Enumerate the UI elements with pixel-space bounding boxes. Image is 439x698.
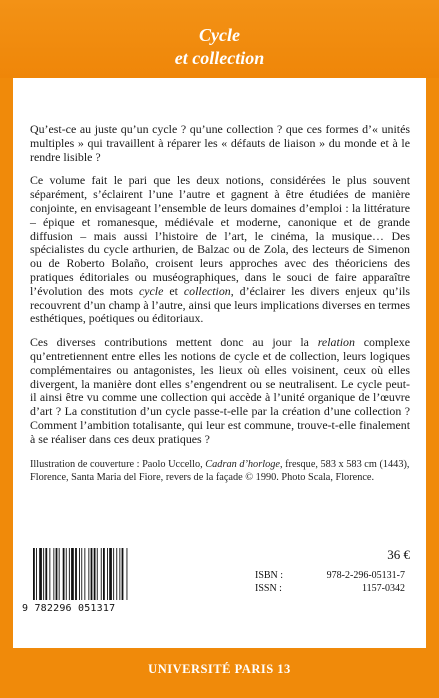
publisher-name: UNIVERSITÉ PARIS 13 <box>148 662 291 676</box>
text-span: et <box>163 283 184 298</box>
text-span: Illustration de couverture : Paolo Uccello, <box>30 459 206 470</box>
text-span: complexe qu’entretiennent entre elles les notions de cycle et de collection, leurs logiques complémentaires ou antagonistes, les lieux où elles voisinent, ceux où elles divergent, la manière dont elles s’engendrent ou se neutralisent. Le cycle peut-il ainsi être vu comme une collection qui accède à l’unité organique de l’œuvre d’art ? La constitution d’un cycle passe-t-elle par la création d’une collection ? Comment l’ambition totalisante, qui leur est commune, trouve-t-elle finalement à se réaliser dans ces deux pratiques ? <box>30 335 410 446</box>
blurb <box>30 123 410 457</box>
text-span: , d’éclairer les divers enjeux qu’ils recouvrent d’un champ à l’autre, ainsi que leurs implications diverses en termes esthétiques, poétiques ou éditoriaux. <box>30 283 410 326</box>
isbn-row <box>255 569 405 582</box>
blurb-paragraph-3 <box>30 336 410 446</box>
text-span: , fresque, 583 x 583 cm (1443), Florence, Santa Maria del Fiore, revers de la façade © 1990. Photo Scala, Florence. <box>30 459 410 483</box>
text-span: Ces diverses contributions mettent donc au jour la <box>30 335 318 350</box>
book-title-line1: Cycle <box>199 25 240 45</box>
emphasis-relation: relation <box>317 335 355 350</box>
price: 36 € <box>387 547 410 562</box>
publisher-footer <box>0 648 439 698</box>
issn-label: ISSN : <box>255 583 282 594</box>
emphasis-collection: collection <box>183 283 231 298</box>
text-span: Ce volume fait le pari que les deux notions, considérées le plus souvent séparément, s’éclairent l’une l’autre et gagnent à être étudiées de manière conjointe, en envisageant l’ensemble de leurs domaines d’emploi : la littérature – épique et romanesque, médiévale et moderne, canonique et de grande diffusion – mais aussi l’histoire de l’art, le cinéma, la musique… Des spécialistes du cycle arthurien, de Balzac ou de Zola, des lecteurs de Simenon ou de Roberto Bolaño, croisent leurs approches avec des théoriciens des pratiques éditoriales ou muséographiques, dans le souci de faire apparaître l’évolution des mots <box>30 173 410 298</box>
emphasis-cycle: cycle <box>138 283 164 298</box>
issn-value: 1157-0342 <box>362 583 405 594</box>
isbn-issn-block <box>255 569 405 595</box>
blurb-paragraph-2 <box>30 174 410 326</box>
blurb-paragraph-1: Qu’est-ce au juste qu’un cycle ? qu’une collection ? que ces formes d’« unités multiples » qui travaillent à réparer les « défauts de liaison » du monde et à le rendre lisible ? <box>30 122 410 164</box>
isbn-value: 978-2-296-05131-7 <box>326 570 405 581</box>
book-title-line2: et collection <box>174 48 265 68</box>
cover-illustration-credit <box>30 458 415 484</box>
isbn-label: ISBN : <box>255 570 284 581</box>
back-cover-panel <box>13 78 426 648</box>
barcode-number: 9 782296 051317 <box>22 603 116 614</box>
cover-header <box>0 0 439 78</box>
issn-row <box>255 582 405 595</box>
artwork-title: Cadran d’horloge <box>205 459 280 470</box>
